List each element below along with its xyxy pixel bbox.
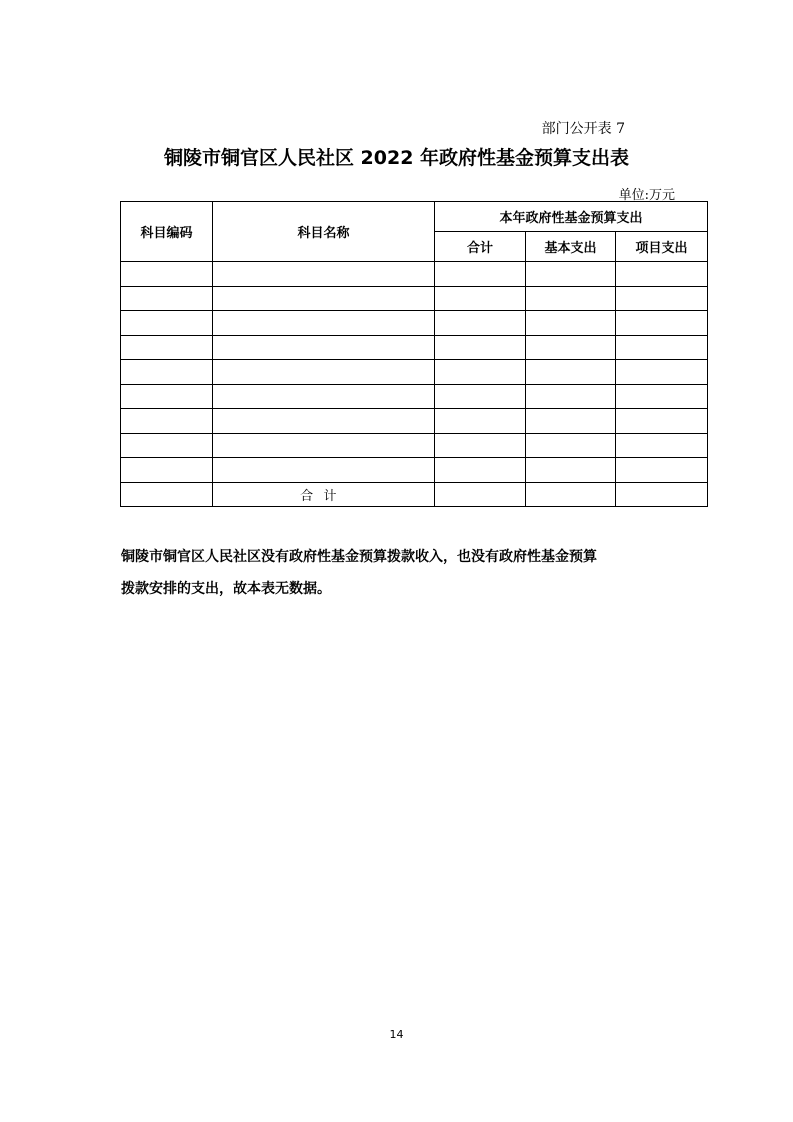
- cell-project: [616, 360, 708, 385]
- cell-code: [121, 335, 213, 360]
- total-row-label: 合计: [213, 482, 435, 507]
- cell-name: [213, 335, 435, 360]
- cell-project: [616, 433, 708, 458]
- table-id-label: 部门公开表 7: [541, 121, 625, 137]
- cell-basic: [526, 384, 616, 409]
- table-total-row: [121, 482, 708, 507]
- cell-basic: [526, 311, 616, 336]
- cell-name: [213, 286, 435, 311]
- cell-name: [213, 262, 435, 287]
- cell-basic: [526, 335, 616, 360]
- cell-total-basic: [526, 482, 616, 507]
- cell-total-project: [616, 482, 708, 507]
- cell-project: [616, 409, 708, 434]
- table-row: [121, 360, 708, 385]
- cell-total: [435, 360, 526, 385]
- cell-code: [121, 384, 213, 409]
- header-subject-code: 科目编码: [121, 202, 213, 262]
- cell-basic: [526, 409, 616, 434]
- page-number: 14: [389, 1028, 404, 1041]
- cell-total: [435, 286, 526, 311]
- cell-project: [616, 458, 708, 483]
- cell-code: [121, 286, 213, 311]
- cell-project: [616, 384, 708, 409]
- cell-project: [616, 262, 708, 287]
- cell-total: [435, 384, 526, 409]
- note-line-2: 拨款安排的支出，故本表无数据。: [121, 581, 331, 597]
- header-total: 合计: [435, 232, 526, 262]
- cell-code: [121, 433, 213, 458]
- table-row: [121, 458, 708, 483]
- cell-name: [213, 384, 435, 409]
- cell-total-code: [121, 482, 213, 507]
- cell-code: [121, 262, 213, 287]
- table-row: [121, 384, 708, 409]
- cell-project: [616, 335, 708, 360]
- cell-total: [435, 311, 526, 336]
- cell-total: [435, 262, 526, 287]
- note-line-1: 铜陵市铜官区人民社区没有政府性基金预算拨款收入，也没有政府性基金预算: [121, 549, 597, 565]
- cell-name: [213, 433, 435, 458]
- header-project-expenditure: 项目支出: [616, 232, 708, 262]
- table-row: [121, 335, 708, 360]
- cell-total: [435, 335, 526, 360]
- cell-name: [213, 360, 435, 385]
- header-group-expenditure: 本年政府性基金预算支出: [435, 202, 708, 232]
- cell-name: [213, 458, 435, 483]
- table-row: [121, 286, 708, 311]
- cell-basic: [526, 433, 616, 458]
- cell-basic: [526, 262, 616, 287]
- cell-code: [121, 458, 213, 483]
- table-row: [121, 409, 708, 434]
- header-subject-name: 科目名称: [213, 202, 435, 262]
- table-row: [121, 433, 708, 458]
- budget-table: [120, 201, 708, 507]
- cell-name: [213, 311, 435, 336]
- cell-code: [121, 311, 213, 336]
- unit-label: 单位:万元: [618, 188, 675, 203]
- document-title: 铜陵市铜官区人民社区 2022 年政府性基金预算支出表: [163, 147, 630, 169]
- header-basic-expenditure: 基本支出: [526, 232, 616, 262]
- cell-code: [121, 409, 213, 434]
- cell-code: [121, 360, 213, 385]
- cell-basic: [526, 458, 616, 483]
- explanatory-note: [121, 541, 681, 605]
- table-header-row: [121, 202, 708, 232]
- cell-basic: [526, 286, 616, 311]
- table-row: [121, 262, 708, 287]
- cell-basic: [526, 360, 616, 385]
- cell-project: [616, 286, 708, 311]
- cell-total: [435, 458, 526, 483]
- cell-project: [616, 311, 708, 336]
- table-row: [121, 311, 708, 336]
- cell-total: [435, 433, 526, 458]
- cell-total-sum: [435, 482, 526, 507]
- cell-total: [435, 409, 526, 434]
- cell-name: [213, 409, 435, 434]
